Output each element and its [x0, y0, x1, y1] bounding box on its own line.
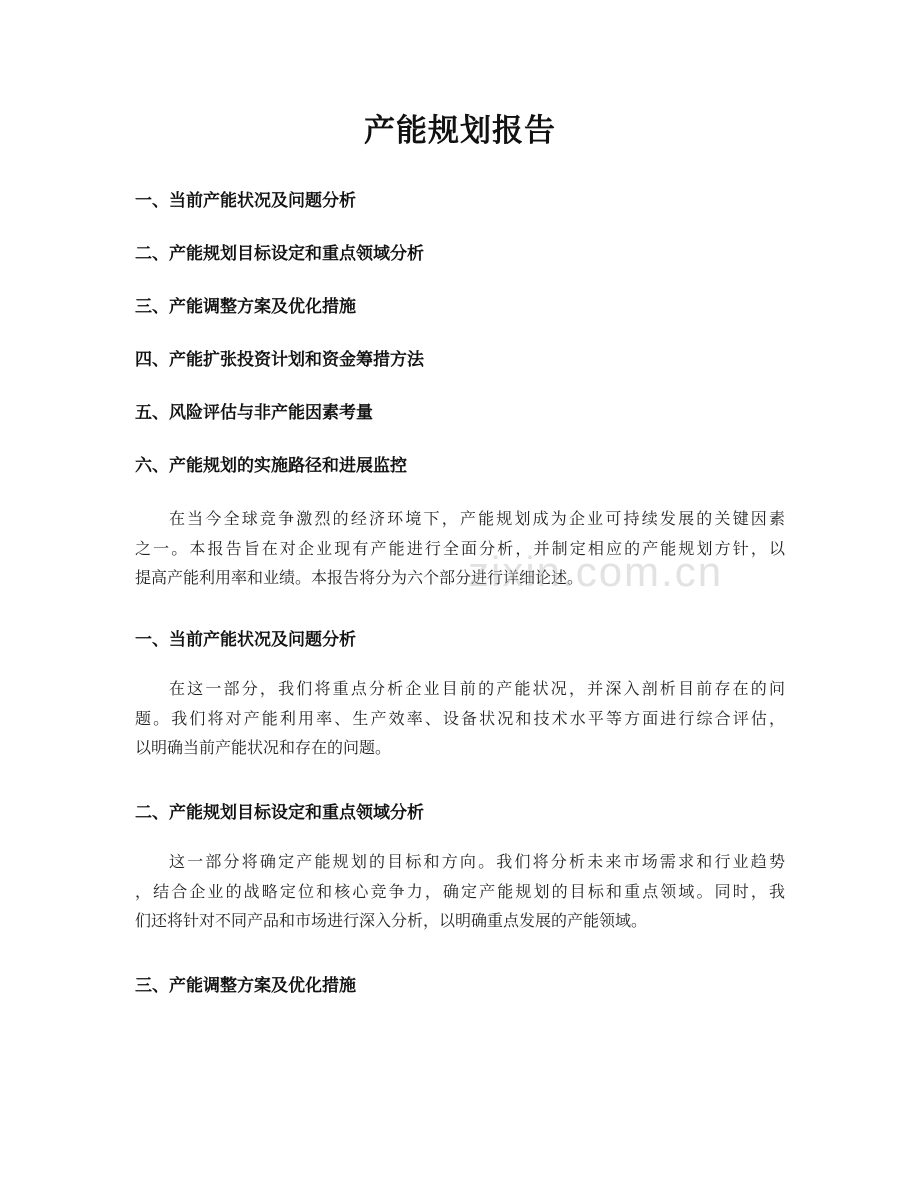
section-2-paragraph	[135, 847, 785, 936]
section-1-paragraph	[135, 674, 785, 763]
toc-item-2: 二、产能规划目标设定和重点领域分析	[135, 244, 424, 264]
toc-item-6: 六、产能规划的实施路径和进展监控	[135, 456, 407, 476]
toc-item-5: 五、风险评估与非产能因素考量	[135, 403, 373, 423]
watermark: zixin.com.cn	[468, 548, 724, 595]
section-2-line-1: 这一部分将确定产能规划的目标和方向。我们将分析未来市场需求和行业趋势	[169, 852, 785, 871]
intro-line-1: 在当今全球竞争激烈的经济环境下，产能规划成为企业可持续发展的关键因素	[169, 509, 785, 528]
intro-line-2: 之一。本报告旨在对企业现有产能进行全面分析，并制定相应的产能规划方针，以	[135, 538, 785, 558]
section-2-heading: 二、产能规划目标设定和重点领域分析	[135, 803, 424, 823]
document-title: 产能规划报告	[364, 113, 556, 149]
section-1-heading: 一、当前产能状况及问题分析	[135, 630, 356, 650]
toc-item-4: 四、产能扩张投资计划和资金筹措方法	[135, 350, 424, 370]
section-1-line-2: 题。我们将对产能利用率、生产效率、设备状况和技术水平等方面进行综合评估，	[135, 708, 785, 728]
toc-item-3: 三、产能调整方案及优化措施	[135, 297, 356, 317]
section-1-line-3: 以明确当前产能状况和存在的问题。	[135, 738, 392, 757]
section-2-line-2: ，结合企业的战略定位和核心竞争力，确定产能规划的目标和重点领域。同时，我	[135, 881, 785, 901]
section-3-heading: 三、产能调整方案及优化措施	[135, 976, 356, 996]
toc-item-1: 一、当前产能状况及问题分析	[135, 191, 356, 211]
intro-line-3: 提高产能利用率和业绩。本报告将分为六个部分进行详细论述。	[135, 568, 584, 587]
section-2-line-3: 们还将针对不同产品和市场进行深入分析，以明确重点发展的产能领域。	[135, 911, 648, 930]
section-1-line-1: 在这一部分，我们将重点分析企业目前的产能状况，并深入剖析目前存在的问	[169, 679, 785, 698]
